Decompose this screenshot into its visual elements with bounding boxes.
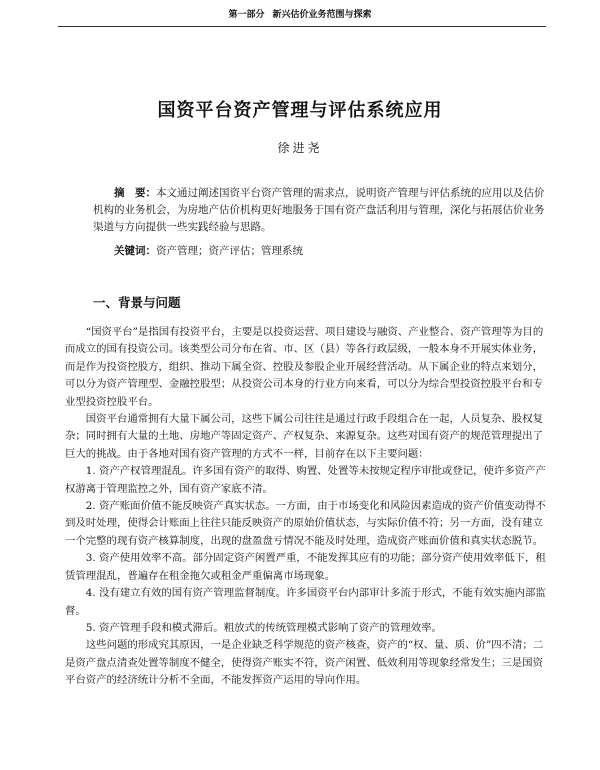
header-section: 新兴估价业务范围与探索 — [272, 9, 372, 20]
keywords — [93, 243, 545, 260]
paragraph: 3. 资产使用效率不高。部分固定资产闲置严重，不能发挥其应有的功能；部分资产使用效率低下，租赁管理混乱，普遍存在租金拖欠或租金严重偏离市场现象。 — [65, 552, 546, 582]
paragraph: 4. 没有建立有效的国有资产管理监督制度。许多国资平台内部审计多流于形式，不能有效实施内部监督。 — [65, 587, 546, 617]
paper-title: 国资平台资产管理与评估系统应用 — [157, 100, 443, 121]
paragraph: 这些问题的形成究其原因，一是企业缺乏科学规范的资产核查，资产的“权、量、质、价”四不清；二是资产盘点清查处置等制度不健全，使得资产账实不符，资产闲置、低效利用等现象经常发生；三是国资平台资产的经济统计分析不全面，不能发挥资产运用的导向作用。 — [65, 639, 544, 687]
header-rule — [58, 26, 546, 27]
body-text — [65, 324, 547, 690]
section-heading: 一、背景与问题 — [93, 295, 181, 310]
paragraph: 1. 资产产权管理混乱。许多国有资产的取得、购置、处置等未按规定程序审批或登记，使许多资产产权游离于管理监控之外，国有资产家底不清。 — [65, 465, 546, 495]
abstract-text: 本文通过阐述国资平台资产管理的需求点，说明资产管理与评估系统的应用以及估价机构的业务机会，为房地产估价机构更好地服务于国有资产盘活利用与管理，深化与拓展估价业务渠道与方向提供一些实践经验与思路。 — [93, 187, 545, 233]
author: 徐进尧 — [277, 141, 323, 155]
paragraph: 5. 资产管理手段和模式滞后。粗放式的传统管理模式影响了资产的管理效率。 — [85, 621, 442, 634]
paragraph: 2. 资产账面价值不能反映资产真实状态。一方面，由于市场变化和风险因素造成的资产价值变动得不到及时处理，使得会计账面上往往只能反映资产的原始价值状态，与实际价值不符；另一方面，没有建立一个完整的现有资产核算制度，出现的盘盈盘亏情况不能及时处理，造成资产账面价值和真实状态脱节。 — [65, 500, 546, 547]
paragraph: “国资平台”是指国有投资平台，主要是以投资运营、项目建设与融资、产业整合、资产管理等为目的而成立的国有投资公司。该类型公司分布在省、市、区（县）等各行政层级，一般本身不开展实体业务，而是作为投资控股方，组织、推动下属全资、控股及参股企业开展经营活动。从下属企业的特点来划分，可以分为资产管理型、金融控股型；从投资公司本身的行业方向来看，可以分为综合型投资控股平台和专业型投资控股平台。 — [65, 326, 544, 408]
abstract-label: 摘 要： — [114, 187, 156, 199]
keywords-text: 资产管理；资产评估；管理系统 — [156, 245, 303, 257]
paragraph: 国资平台通常拥有大量下属公司，这些下属公司往往是通过行政手段组合在一起，人员复杂、股权复杂；同时拥有大量的土地、房地产等固定资产、产权复杂、来源复杂。这些对国有资产的规范管理提出了巨大的挑战。由于各地对国有资产管理的方式不一样，目前存在以下主要问题： — [65, 413, 543, 460]
abstract — [93, 185, 545, 236]
running-header — [0, 0, 600, 26]
header-part: 第一部分 — [228, 9, 265, 20]
keywords-label: 关键词： — [114, 245, 156, 257]
